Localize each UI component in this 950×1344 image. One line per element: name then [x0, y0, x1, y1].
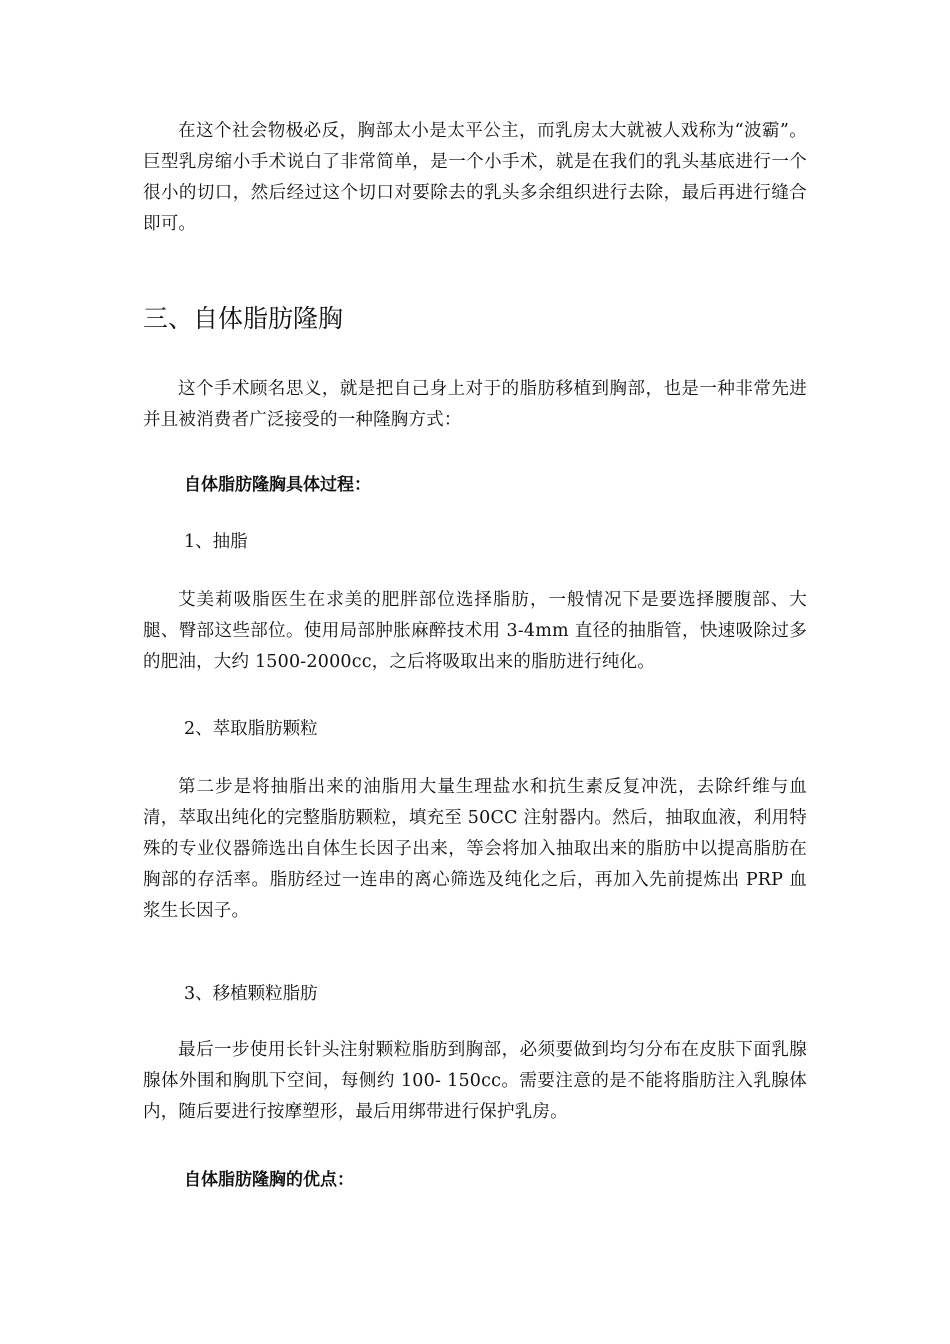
- paragraph-step-1: 艾美莉吸脂医生在求美的肥胖部位选择脂肪，一般情况下是要选择腰腹部、大腿、臀部这些部位。使用局部肿胀麻醉技术用 3-4mm 直径的抽脂管，快速吸除过多的肥油，大约 1500-2000cc，之后将吸取出来的脂肪进行纯化。: [143, 590, 807, 672]
- step-2-label: 2、萃取脂肪颗粒: [184, 719, 318, 739]
- paragraph-breast-reduction: 在这个社会物极必反，胸部太小是太平公主，而乳房太大就被人戏称为“波霸”。 巨型乳房缩小手术说白了非常简单，是一个小手术，就是在我们的乳头基底进行一个很小的切口，然后经过这个切口对要除去的乳头多余组织进行去除，最后再进行缝合即可。: [143, 121, 807, 234]
- subheading-process: 自体脂肪隆胸具体过程：: [184, 475, 371, 495]
- section-heading-fat-grafting: 三、自体脂肪隆胸: [143, 304, 344, 333]
- paragraph-step-2: 第二步是将抽脂出来的油脂用大量生理盐水和抗生素反复冲洗，去除纤维与血清，萃取出纯化的完整脂肪颗粒，填充至 50CC 注射器内。然后，抽取血液，利用特殊的专业仪器筛选出自体生长因子出来，等会将加入抽取出来的脂肪中以提高脂肪在胸部的存活率。脂肪经过一连串的离心筛选及纯化之后，再加入先前提炼出 PRP 血浆生长因子。: [143, 777, 807, 921]
- step-3-label: 3、移植颗粒脂肪: [184, 984, 318, 1004]
- paragraph-intro: 这个手术顾名思义，就是把自己身上对于的脂肪移植到胸部，也是一种非常先进并且被消费者广泛接受的一种隆胸方式：: [143, 379, 807, 430]
- subheading-advantages: 自体脂肪隆胸的优点：: [184, 1170, 354, 1190]
- step-1-label: 1、抽脂: [184, 532, 248, 552]
- paragraph-step-3: 最后一步使用长针头注射颗粒脂肪到胸部，必须要做到均匀分布在皮肤下面乳腺腺体外围和胸肌下空间，每侧约 100- 150cc。需要注意的是不能将脂肪注入乳腺体内，随后要进行按摩塑形，最后用绑带进行保护乳房。: [143, 1040, 807, 1122]
